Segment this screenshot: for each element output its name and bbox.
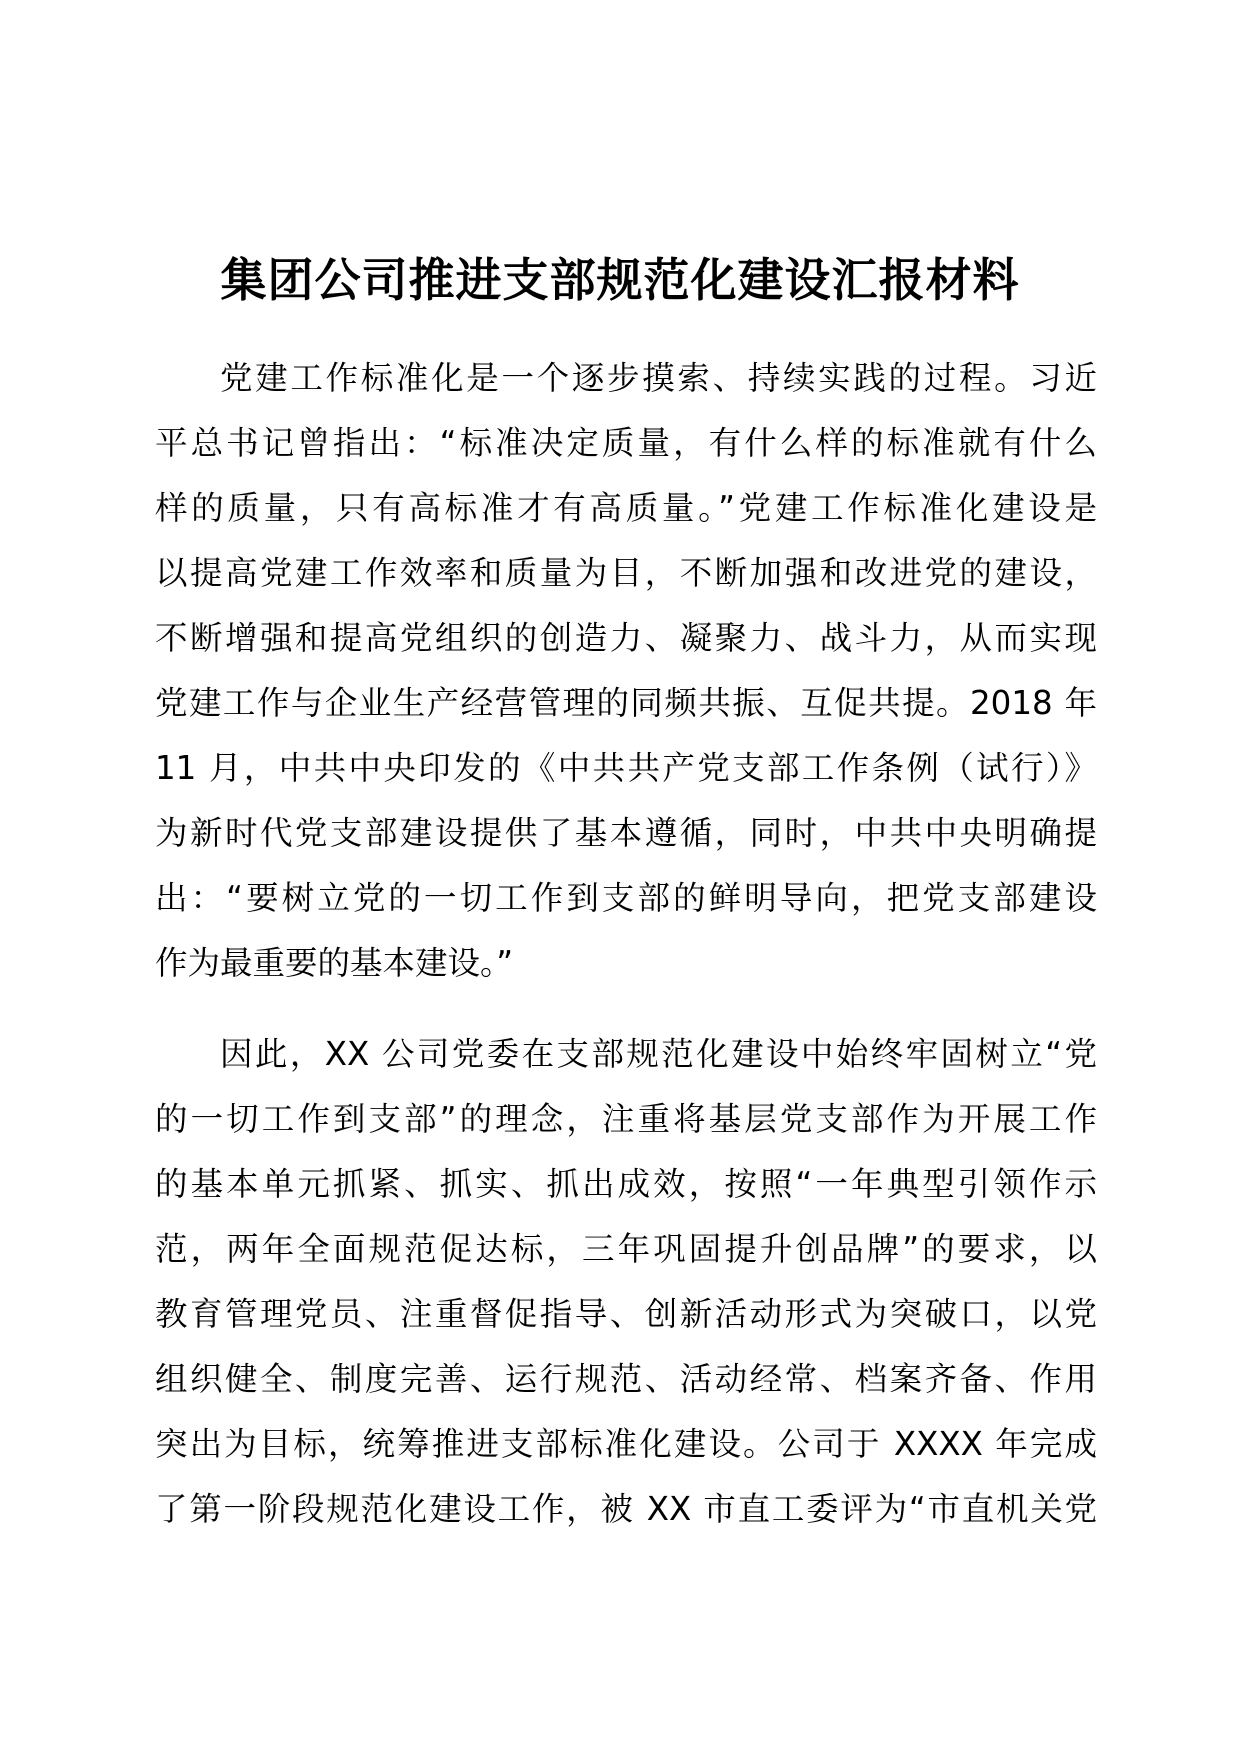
paragraph-2 xyxy=(155,1022,1097,1542)
paragraph-line: 不断增强和提高党组织的创造力、凝聚力、战斗力，从而实现 xyxy=(155,619,1097,657)
paragraph-line: 因此，XX 公司党委在支部规范化建设中始终牢固树立“党 xyxy=(220,1035,1097,1073)
paragraph-line: 样的质量，只有高标准才有高质量。”党建工作标准化建设是 xyxy=(155,489,1097,527)
paragraph-1 xyxy=(155,346,1097,996)
paragraph-line: 突出为目标，统筹推进支部标准化建设。公司于 XXXX 年完成 xyxy=(155,1425,1097,1463)
paragraph-line: 11 月，中共中央印发的《中共共产党支部工作条例（试行）》 xyxy=(155,749,1097,787)
paragraph-line: 了第一阶段规范化建设工作，被 XX 市直工委评为“市直机关党 xyxy=(155,1490,1097,1528)
paragraph-line: 平总书记曾指出：“标准决定质量，有什么样的标准就有什么 xyxy=(155,424,1097,462)
paragraph-line: 的一切工作到支部”的理念，注重将基层党支部作为开展工作 xyxy=(155,1100,1097,1138)
document-title: 集团公司推进支部规范化建设汇报材料 xyxy=(220,253,1020,307)
paragraph-line: 教育管理党员、注重督促指导、创新活动形式为突破口，以党 xyxy=(155,1295,1097,1333)
paragraph-line: 组织健全、制度完善、运行规范、活动经常、档案齐备、作用 xyxy=(155,1360,1097,1398)
paragraph-line: 作为最重要的基本建设。” xyxy=(155,944,514,982)
paragraph-line: 以提高党建工作效率和质量为目，不断加强和改进党的建设， xyxy=(155,554,1097,592)
paragraph-line: 的基本单元抓紧、抓实、抓出成效，按照“一年典型引领作示 xyxy=(155,1165,1097,1203)
paragraph-line: 范，两年全面规范促达标，三年巩固提升创品牌”的要求，以 xyxy=(155,1230,1097,1268)
paragraph-line: 为新时代党支部建设提供了基本遵循，同时，中共中央明确提 xyxy=(155,814,1097,852)
paragraph-line: 出：“要树立党的一切工作到支部的鲜明导向，把党支部建设 xyxy=(155,879,1097,917)
paragraph-line: 党建工作标准化是一个逐步摸索、持续实践的过程。习近 xyxy=(220,359,1097,397)
paragraph-line: 党建工作与企业生产经营管理的同频共振、互促共提。2018 年 xyxy=(155,684,1097,722)
